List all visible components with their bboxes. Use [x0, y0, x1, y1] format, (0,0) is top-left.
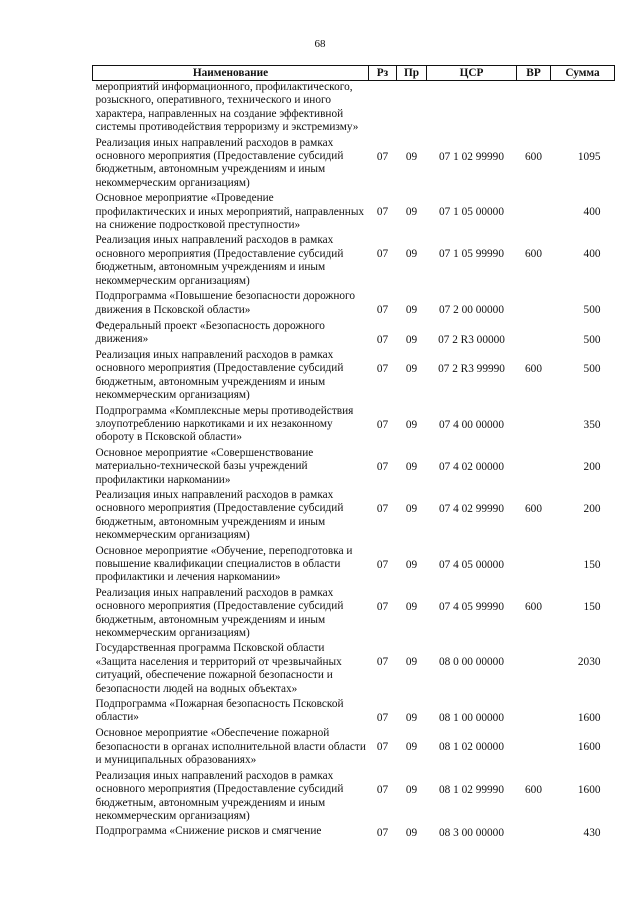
header-name: Наименование [93, 66, 369, 81]
row-sum: 150 [583, 558, 601, 571]
row-pr: 09 [405, 150, 418, 163]
row-csr: 07 4 05 99990 [439, 600, 504, 613]
table-row [93, 642, 615, 698]
row-sum: 430 [583, 827, 601, 840]
row-vr [517, 727, 551, 769]
table-row [93, 698, 615, 727]
row-sum: 500 [583, 362, 601, 375]
row-rz: 07 [376, 362, 389, 375]
table-header [93, 66, 615, 81]
row-name: Реализация иных направлений расходов в рамках основного мероприятия (Предоставление субсидий бюджетным, автономным учреждениям и иным некоммерческим организациям) [95, 136, 344, 189]
table-row [93, 81, 615, 137]
row-sum: 400 [583, 248, 601, 261]
row-csr: 07 2 R3 00000 [438, 333, 505, 346]
row-sum: 500 [583, 333, 601, 346]
row-sum: 1600 [577, 712, 601, 725]
row-name: Реализация иных направлений расходов в рамках основного мероприятия (Предоставление субсидий бюджетным, автономным учреждениям и иным некоммерческим организациям) [95, 348, 344, 402]
table-row [93, 405, 615, 447]
row-sum: 400 [583, 206, 601, 219]
row-pr: 09 [405, 418, 418, 431]
header-sum: Сумма [551, 66, 615, 81]
row-vr: 600 [525, 600, 542, 613]
table-row [93, 825, 615, 842]
row-sum: 200 [583, 460, 601, 473]
row-name: Подпрограмма «Повышение безопасности дорожного движения в Псковской области» [95, 290, 356, 316]
row-csr [427, 81, 517, 137]
row-vr [517, 320, 551, 349]
row-vr: 600 [525, 783, 542, 796]
row-csr: 08 1 02 00000 [439, 741, 504, 754]
row-sum: 350 [583, 418, 601, 431]
row-csr: 08 1 02 99990 [439, 783, 504, 796]
row-pr: 09 [405, 362, 418, 375]
row-csr: 08 3 00 00000 [439, 827, 504, 840]
row-pr: 09 [405, 304, 418, 317]
table-row [93, 137, 615, 193]
row-vr [517, 81, 551, 137]
table-row [93, 545, 615, 587]
row-vr [517, 405, 551, 447]
row-sum: 200 [583, 502, 601, 515]
table-row [93, 290, 615, 319]
row-pr: 09 [405, 558, 418, 571]
row-name: Государственная программа Псковской области «Защита населения и территорий от чрезвычайных ситуаций, обеспечение пожарной безопасности и безопасности людей на водных объектах» [95, 642, 342, 695]
row-rz: 07 [376, 656, 389, 669]
row-pr: 09 [405, 502, 418, 515]
row-csr: 08 0 00 00000 [439, 656, 504, 669]
row-vr [517, 290, 551, 319]
row-name: мероприятий информационного, профилактического, розыскного, оперативного, технического и иного характера, направленных на создание эффективной системы противодействия терроризму и экстремизму» [95, 81, 359, 134]
row-rz: 07 [376, 333, 389, 346]
table-row [93, 349, 615, 405]
table-row [93, 587, 615, 643]
row-csr: 07 2 R3 99990 [438, 362, 505, 375]
row-pr: 09 [405, 333, 418, 346]
header-csr: ЦСР [427, 66, 517, 81]
row-pr: 09 [405, 783, 418, 796]
table-row [93, 770, 615, 826]
row-csr: 07 4 02 99990 [439, 502, 504, 515]
row-name: Федеральный проект «Безопасность дорожного движения» [95, 319, 325, 345]
row-sum: 500 [583, 304, 601, 317]
row-name: Подпрограмма «Пожарная безопасность Псковской области» [95, 698, 344, 724]
row-pr: 09 [405, 600, 418, 613]
row-csr: 07 2 00 00000 [439, 304, 504, 317]
row-name: Подпрограмма «Снижение рисков и смягчение [95, 825, 322, 838]
row-rz: 07 [376, 418, 389, 431]
row-csr: 07 4 05 00000 [439, 558, 504, 571]
table-row [93, 320, 615, 349]
row-sum: 1600 [577, 741, 601, 754]
row-pr: 09 [405, 248, 418, 261]
row-sum: 1600 [577, 783, 601, 796]
row-csr: 07 1 05 99990 [439, 248, 504, 261]
row-vr [517, 825, 551, 842]
row-name: Основное мероприятие «Обеспечение пожарной безопасности в органах исполнительной власти области и муниципальных образованиях» [95, 727, 366, 767]
row-vr: 600 [525, 248, 542, 261]
row-name: Основное мероприятие «Совершенствование материально-технической базы учреждений профилактики наркомании» [95, 446, 314, 486]
table-row [93, 447, 615, 489]
row-sum: 2030 [577, 656, 601, 669]
row-name: Основное мероприятие «Проведение профилактических и иных мероприятий, направленных на снижение подростковой преступности» [95, 192, 365, 232]
table-body [93, 81, 615, 843]
row-csr: 07 4 00 00000 [439, 418, 504, 431]
row-vr [517, 447, 551, 489]
header-row [93, 66, 615, 81]
page-number: 68 [314, 38, 326, 50]
row-rz: 07 [376, 783, 389, 796]
row-vr: 600 [525, 150, 542, 163]
row-rz [369, 81, 397, 137]
row-name: Реализация иных направлений расходов в рамках основного мероприятия (Предоставление субсидий бюджетным, автономным учреждениям и иным некоммерческим организациям) [95, 234, 344, 287]
row-name: Реализация иных направлений расходов в рамках основного мероприятия (Предоставление субсидий бюджетным, автономным учреждениям и иным некоммерческим организациям) [95, 769, 344, 822]
row-csr: 07 1 02 99990 [439, 150, 504, 163]
row-pr: 09 [405, 656, 418, 669]
row-pr: 09 [405, 460, 418, 473]
row-pr: 09 [405, 741, 418, 754]
row-rz: 07 [376, 248, 389, 261]
row-pr: 09 [405, 206, 418, 219]
row-sum: 1095 [577, 150, 601, 163]
row-vr [517, 698, 551, 727]
row-name: Реализация иных направлений расходов в рамках основного мероприятия (Предоставление субсидий бюджетным, автономным учреждениям и иным некоммерческим организациям) [95, 488, 344, 542]
table-row [93, 489, 615, 545]
header-vr: ВР [517, 66, 551, 81]
table-row [93, 192, 615, 234]
row-pr: 09 [405, 827, 418, 840]
header-pr: Пр [397, 66, 427, 81]
row-name: Подпрограмма «Комплексные меры противодействия злоупотреблению наркотиками и их незаконному обороту в Псковской области» [95, 404, 354, 444]
row-rz: 07 [376, 206, 389, 219]
row-rz: 07 [376, 460, 389, 473]
row-vr [517, 545, 551, 587]
header-rz: Рз [369, 66, 397, 81]
row-pr [397, 81, 427, 137]
row-rz: 07 [376, 741, 389, 754]
row-vr: 600 [525, 362, 542, 375]
row-rz: 07 [376, 150, 389, 163]
row-pr: 09 [405, 712, 418, 725]
budget-table [92, 65, 615, 843]
row-rz: 07 [376, 712, 389, 725]
row-rz: 07 [376, 827, 389, 840]
row-rz: 07 [376, 304, 389, 317]
row-csr: 07 1 05 00000 [439, 206, 504, 219]
row-vr [517, 642, 551, 698]
row-rz: 07 [376, 558, 389, 571]
row-vr: 600 [525, 502, 542, 515]
row-name: Реализация иных направлений расходов в рамках основного мероприятия (Предоставление субсидий бюджетным, автономным учреждениям и иным некоммерческим организациям) [95, 586, 344, 640]
row-csr: 08 1 00 00000 [439, 712, 504, 725]
row-vr [517, 192, 551, 234]
row-sum: 150 [583, 600, 601, 613]
row-name: Основное мероприятие «Обучение, переподготовка и повышение квалификации специалистов в области профилактики и лечения наркомании» [95, 544, 353, 584]
table-row [93, 234, 615, 290]
row-rz: 07 [376, 502, 389, 515]
row-csr: 07 4 02 00000 [439, 460, 504, 473]
row-sum [551, 81, 615, 137]
table-row [93, 727, 615, 769]
row-rz: 07 [376, 600, 389, 613]
